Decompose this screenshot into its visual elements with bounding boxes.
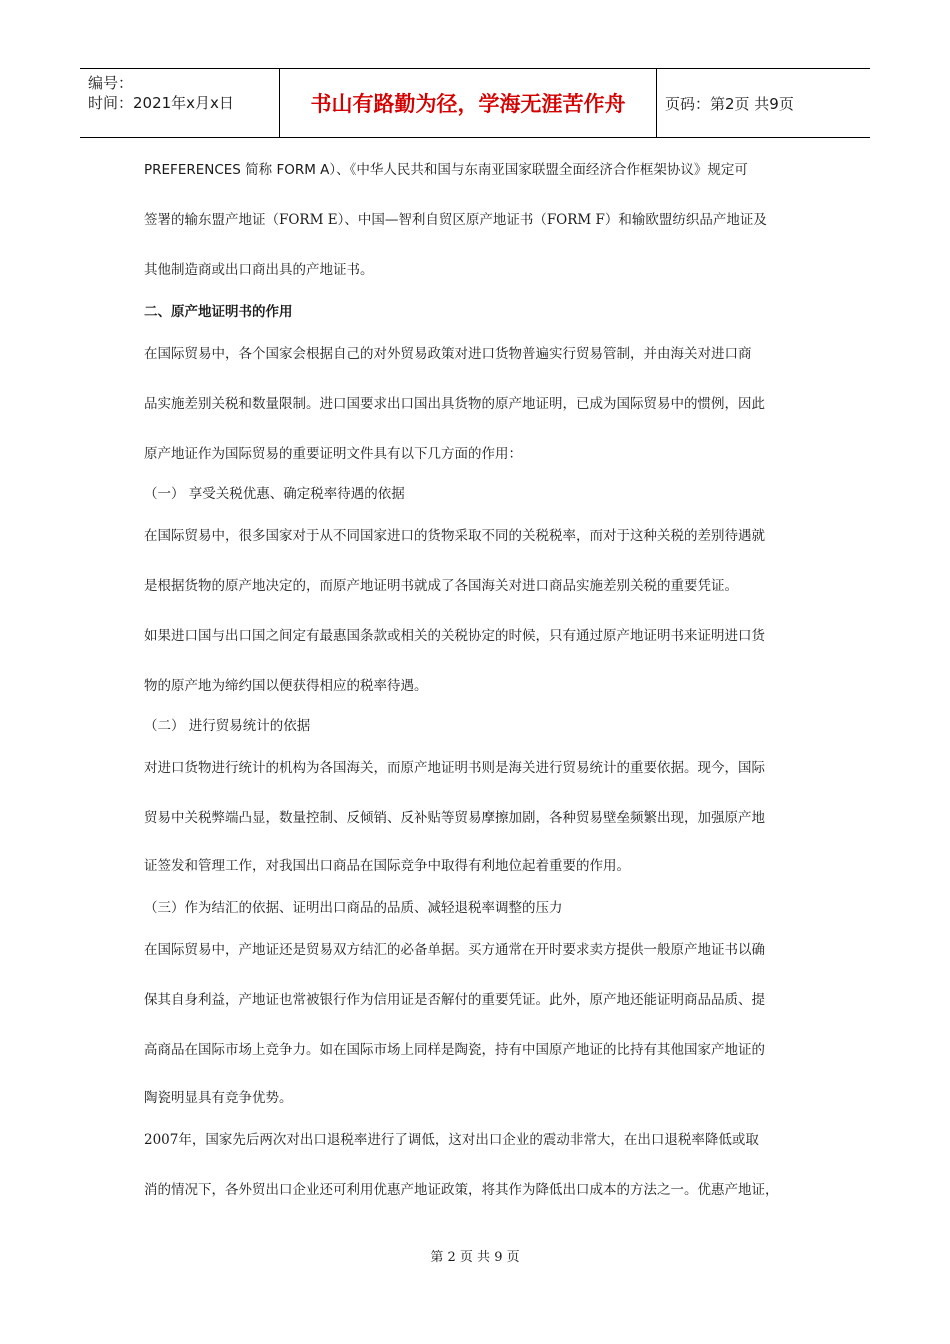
body-line: 原产地证作为国际贸易的重要证明文件具有以下几方面的作用：	[144, 446, 522, 462]
body-line: 在国际贸易中，很多国家对于从不同国家进口的货物采取不同的关税税率，而对于这种关税的差别待遇就	[144, 528, 765, 544]
body-line: 高商品在国际市场上竞争力。如在国际市场上同样是陶瓷，持有中国原产地证的比持有其他国家产地证的	[144, 1042, 765, 1058]
body-line: 品实施差别关税和数量限制。进口国要求出口国出具货物的原产地证明，已成为国际贸易中的惯例，因此	[144, 396, 765, 412]
page-footer: 第 2 页 共 9 页	[430, 1250, 520, 1265]
body-line: 物的原产地为缔约国以便获得相应的税率待遇。	[144, 678, 428, 694]
body-line: 如果进口国与出口国之间定有最惠国条款或相关的关税协定的时候，只有通过原产地证明书来证明进口货	[144, 628, 765, 644]
body-line: 消的情况下，各外贸出口企业还可利用优惠产地证政策，将其作为降低出口成本的方法之一。优惠产地证，	[144, 1182, 779, 1198]
body-line: 保其自身利益，产地证也常被银行作为信用证是否解付的重要凭证。此外，原产地还能证明商品品质、提	[144, 992, 765, 1008]
header-motto: 书山有路勤为径，学海无涯苦作舟	[280, 69, 657, 137]
subsection-heading: （三）作为结汇的依据、证明出口商品的品质、减轻退税率调整的压力	[144, 900, 563, 916]
body-line: 签署的输东盟产地证（FORM E）、中国—智利自贸区原产地证书（FORM F）和输欧盟纺织品产地证及	[144, 212, 767, 228]
document-date-label: 时间：2021年x月x日	[88, 94, 234, 112]
subsection-heading: （一） 享受关税优惠、确定税率待遇的依据	[144, 486, 405, 502]
header-page-info: 页码：第2页 共9页	[665, 94, 794, 113]
section-heading: 二、原产地证明书的作用	[144, 304, 293, 320]
document-number-label: 编号：	[88, 74, 134, 92]
body-line: 是根据货物的原产地决定的，而原产地证明书就成了各国海关对进口商品实施差别关税的重要凭证。	[144, 578, 738, 594]
body-line: 对进口货物进行统计的机构为各国海关，而原产地证明书则是海关进行贸易统计的重要依据。现今，国际	[144, 760, 765, 776]
body-line: PREFERENCES 简称 FORM A）、《中华人民共和国与东南亚国家联盟全面经济合作框架协议》规定可	[144, 162, 748, 178]
body-line: 其他制造商或出口商出具的产地证书。	[144, 262, 374, 278]
header-left-cell	[80, 69, 280, 137]
body-line: 陶瓷明显具有竞争优势。	[144, 1090, 293, 1106]
body-line: 2007年，国家先后两次对出口退税率进行了调低，这对出口企业的震动非常大，在出口退税率降低或取	[144, 1132, 759, 1148]
body-line: 在国际贸易中，产地证还是贸易双方结汇的必备单据。买方通常在开时要求卖方提供一般原产地证书以确	[144, 942, 765, 958]
body-line: 贸易中关税弊端凸显，数量控制、反倾销、反补贴等贸易摩擦加剧，各种贸易壁垒频繁出现，加强原产地	[144, 810, 765, 826]
body-line: 在国际贸易中，各个国家会根据自己的对外贸易政策对进口货物普遍实行贸易管制，并由海关对进口商	[144, 346, 752, 362]
subsection-heading: （二） 进行贸易统计的依据	[144, 718, 311, 734]
body-line: 证签发和管理工作，对我国出口商品在国际竞争中取得有利地位起着重要的作用。	[144, 858, 630, 874]
page-header	[80, 68, 870, 138]
